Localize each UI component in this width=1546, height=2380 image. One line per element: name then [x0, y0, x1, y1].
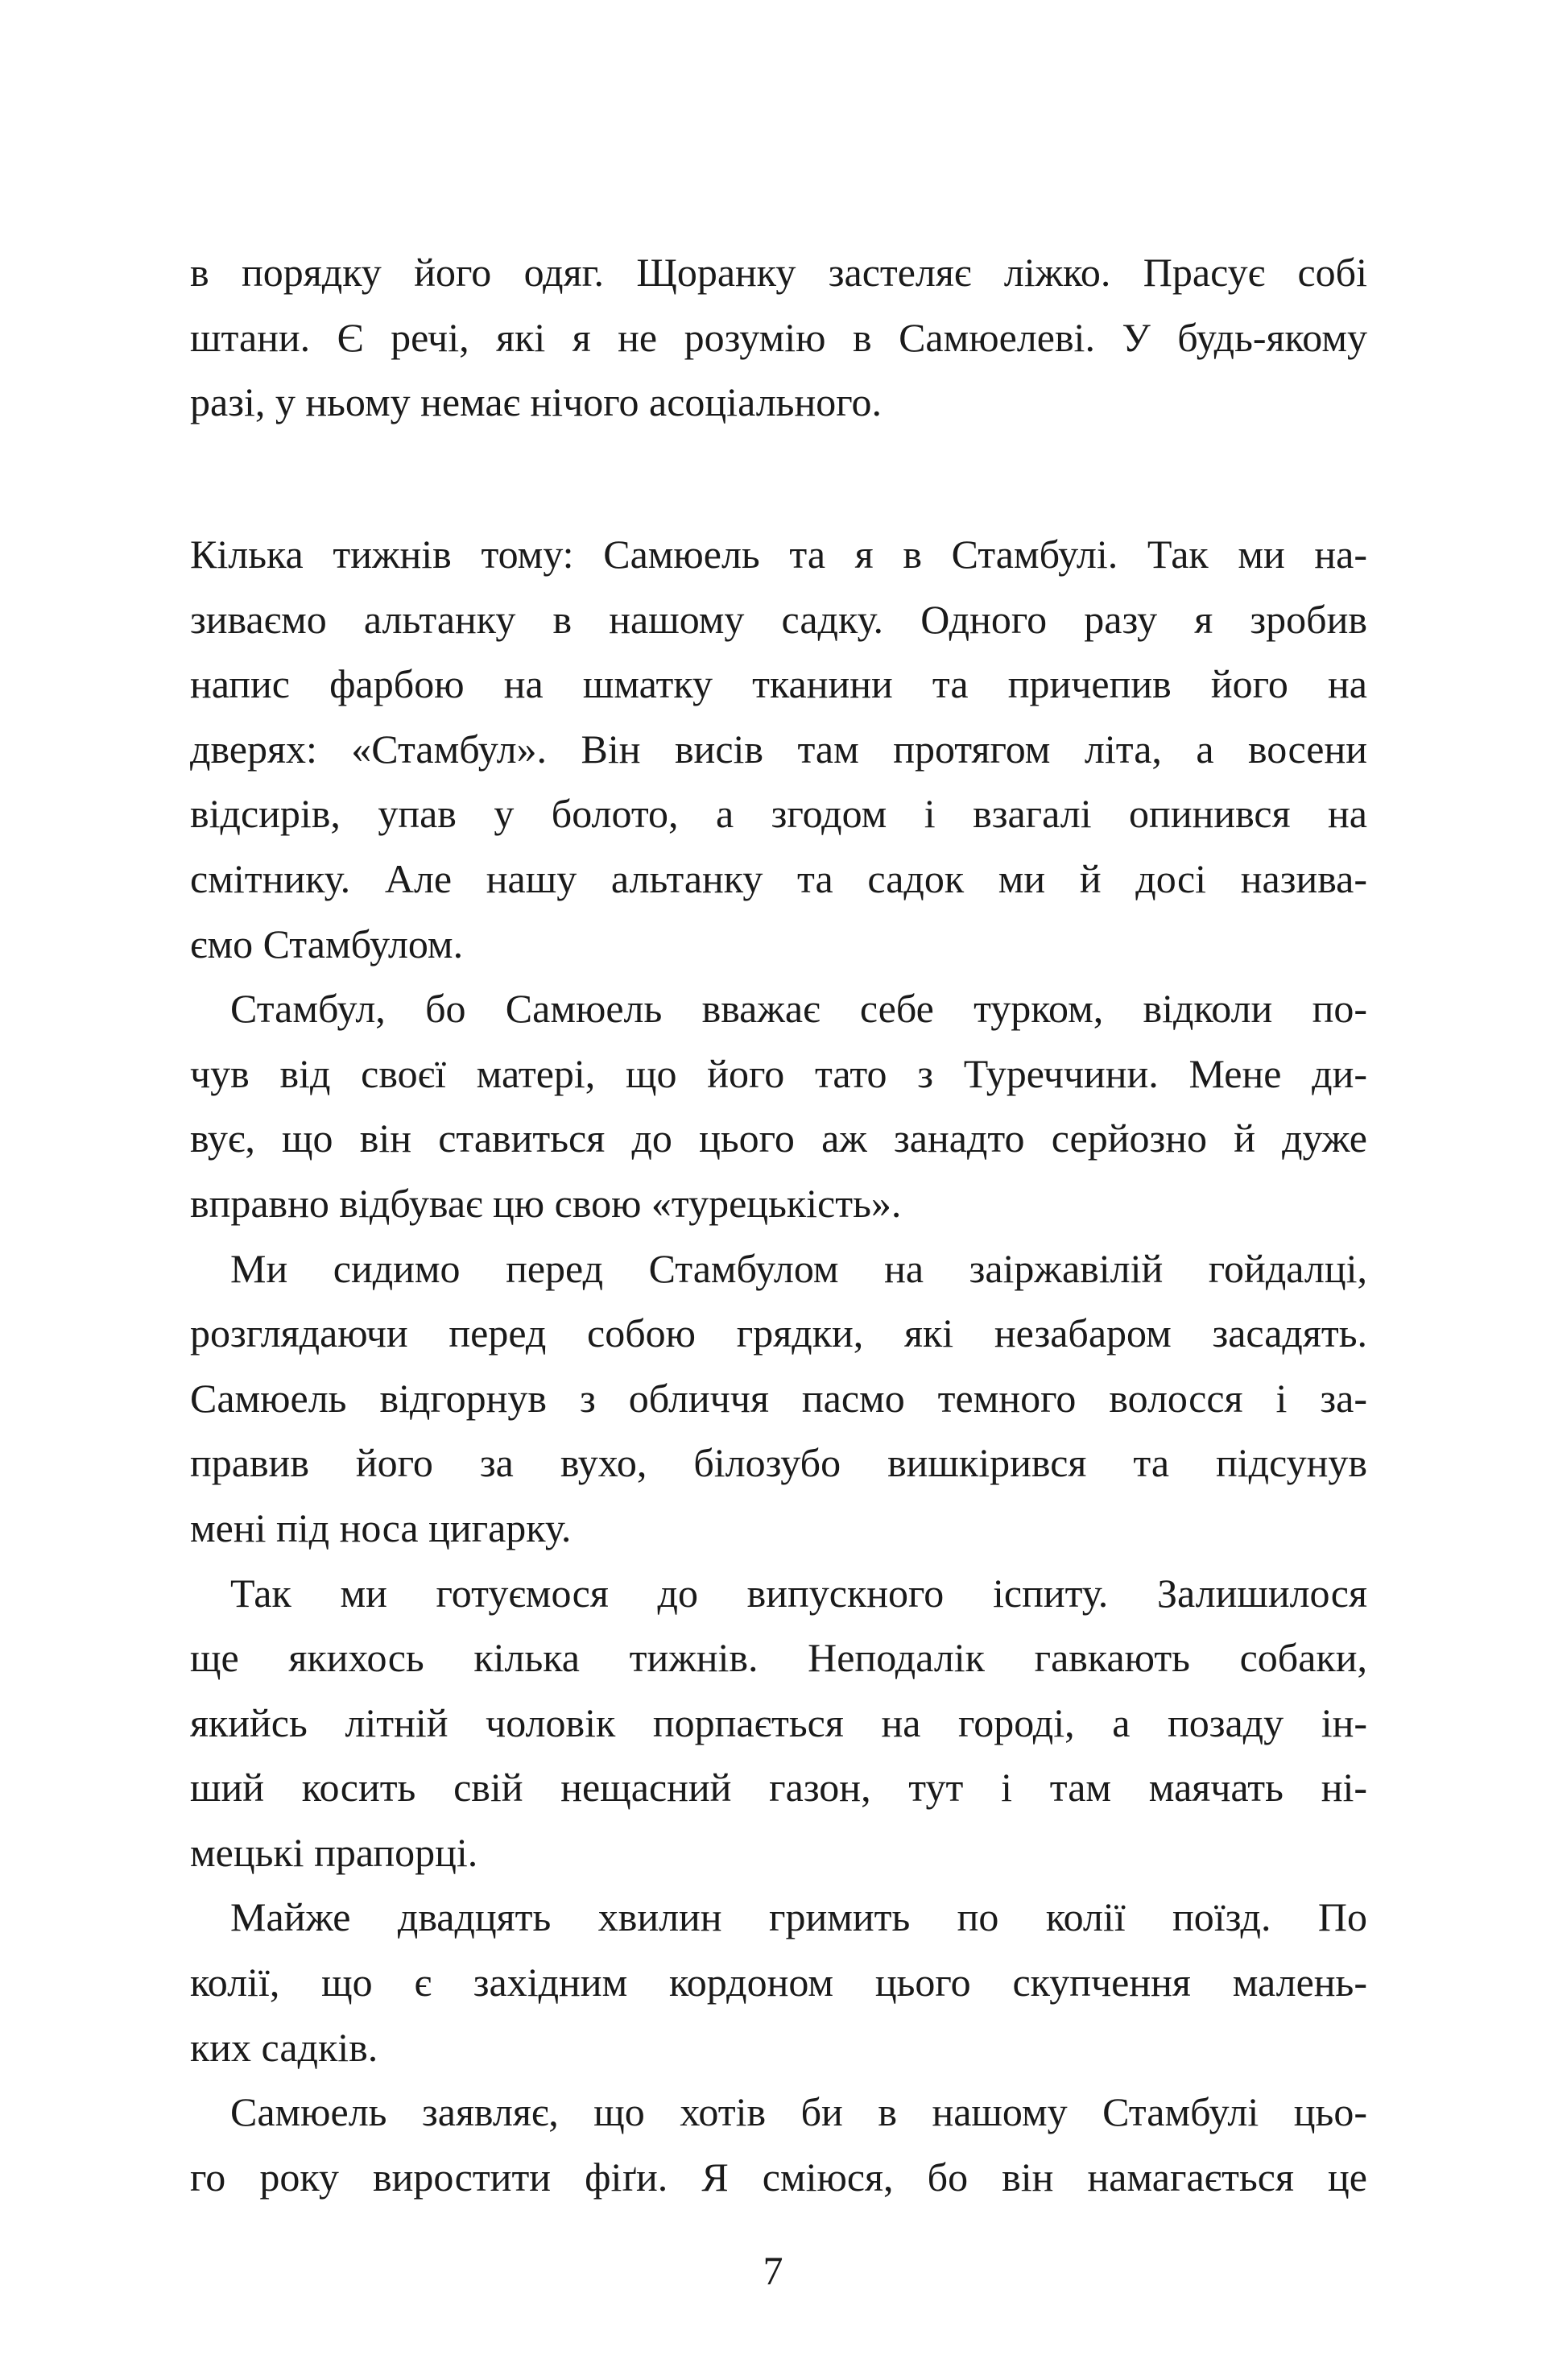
- text-line: Кілька тижнів тому: Самюель та я в Стамбулі. Так ми на-: [190, 532, 1367, 577]
- text-line: Так ми готуємося до випускного іспиту. Залишилося: [230, 1570, 1367, 1616]
- text-line: розглядаючи перед собою грядки, які незабаром засадять.: [190, 1310, 1367, 1356]
- text-line: смітнику. Але нашу альтанку та садок ми й досі назива-: [190, 855, 1367, 901]
- text-line: разі, у ньому немає нічого асоціального.: [190, 379, 882, 425]
- paragraph: [190, 976, 1367, 1236]
- text-line: мені під носа цигарку.: [190, 1505, 572, 1550]
- text-line: дверях: «Стамбул». Він висів там протягом літа, а восени: [190, 726, 1367, 772]
- text-line: правив його за вухо, білозубо вишкірився та підсунув: [190, 1440, 1367, 1486]
- text-block-top: [190, 240, 1367, 435]
- text-line: напис фарбою на шматку тканини та причепив його на: [190, 661, 1367, 707]
- text-line: Майже двадцять хвилин гримить по колії поїзд. По: [230, 1894, 1367, 1940]
- text-line: Ми сидимо перед Стамбулом на заіржавілій гойдалці,: [230, 1245, 1367, 1291]
- page-number: 7: [763, 2248, 783, 2293]
- text-line: колії, що є західним кордоном цього скупчення малень-: [190, 1960, 1367, 2005]
- text-line: ємо Стамбулом.: [190, 921, 464, 966]
- paragraph: [190, 1561, 1367, 1885]
- text-line: Стамбул, бо Самюель вважає себе турком, відколи по-: [230, 986, 1367, 1032]
- text-line: Самюель відгорнув з обличчя пасмо темного волосся і за-: [190, 1375, 1367, 1421]
- text-line: в порядку його одяг. Щоранку застеляє ліжко. Прасує собі: [190, 250, 1367, 295]
- text-line: го року виростити фіґи. Я сміюся, бо він намагається це: [190, 2154, 1367, 2200]
- text-line: зиваємо альтанку в нашому садку. Одного разу я зробив: [190, 596, 1367, 642]
- text-line: якийсь літній чоловік порпається на городі, а позаду ін-: [190, 1699, 1367, 1745]
- paragraph: [190, 1236, 1367, 1561]
- text-block-main: [190, 522, 1367, 2209]
- text-line: штани. Є речі, які я не розумію в Самюелеві. У будь-якому: [190, 314, 1367, 360]
- text-line: мецькі прапорці.: [190, 1829, 478, 1875]
- paragraph: [190, 1885, 1367, 2080]
- paragraph: [190, 240, 1367, 435]
- text-line: вправно відбуває цю свою «турецькість».: [190, 1180, 902, 1226]
- text-line: ких садків.: [190, 2024, 378, 2070]
- paragraph: [190, 522, 1367, 976]
- text-line: відсирів, упав у болото, а згодом і взагалі опинився на: [190, 791, 1367, 837]
- text-line: Самюель заявляє, що хотів би в нашому Стамбулі цьо-: [230, 2089, 1367, 2135]
- paragraph: [190, 2080, 1367, 2209]
- text-line: вує, що він ставиться до цього аж занадто серйозно й дуже: [190, 1115, 1367, 1161]
- text-line: ще якихось кілька тижнів. Неподалік гавкають собаки,: [190, 1635, 1367, 1681]
- text-line: чув від своєї матері, що його тато з Туреччини. Мене ди-: [190, 1050, 1367, 1096]
- text-line: ший косить свій нещасний газон, тут і там маячать ні-: [190, 1765, 1367, 1811]
